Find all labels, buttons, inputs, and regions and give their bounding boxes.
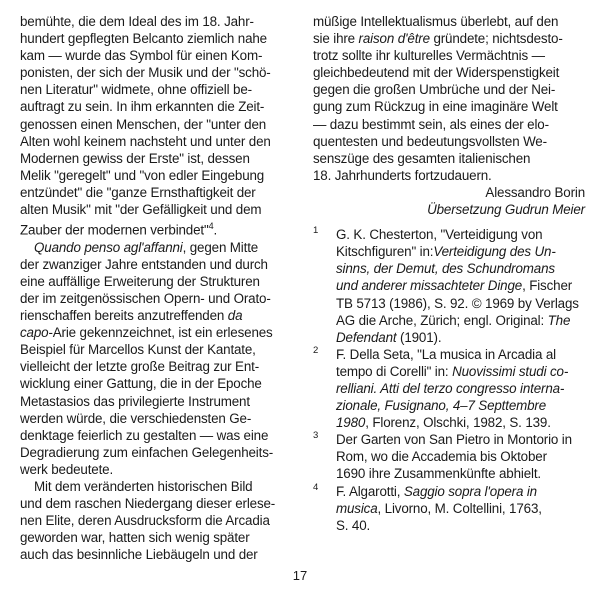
- italic-text: und anderer missachteter Dinge: [336, 278, 523, 294]
- text-run: gung zum Rückzug in eine imaginäre Welt: [313, 99, 558, 115]
- footnote: [313, 483, 585, 534]
- text-run: werden würde, die verschiedensten Ge-: [20, 410, 252, 426]
- text-line: [20, 358, 282, 375]
- text-line: [313, 116, 585, 133]
- text-line: [20, 201, 282, 218]
- text-line: [20, 167, 282, 184]
- text-line: [20, 393, 282, 410]
- text-run: -Arie gekennzeichnet, ist ein erlesenes: [48, 325, 273, 341]
- italic-text: zionale, Fusignano, 4–7 Septtembre: [336, 398, 547, 414]
- italic-text: musica: [336, 500, 378, 516]
- text-run: eine auffällige Erweiterung der Strukturen: [20, 273, 260, 289]
- text-run: wicklung einer Gattung, die in der Epoche: [20, 376, 262, 392]
- italic-text: 1980: [336, 415, 366, 431]
- footnote-line: [313, 277, 585, 294]
- text-run: gleichbedeutend mit der Widerspenstigkeit: [313, 65, 560, 81]
- italic-text: Nuovissimi studi co-: [452, 363, 569, 379]
- footnote-line: [313, 483, 585, 500]
- text-run: nen Elite, deren Ausdrucksform die Arcadia: [20, 513, 270, 529]
- text-line: [313, 150, 585, 167]
- footnote-ref: 4: [208, 221, 214, 232]
- text-run: rienschaffen bereits anzutreffenden: [20, 308, 228, 324]
- text-run: denktage feierlich zu gestalten — was eine: [20, 427, 269, 443]
- text-run: ponisten, der sich der Musik und der "schö-: [20, 65, 271, 81]
- text-run: sie ihre: [313, 31, 359, 47]
- right-text-column: [313, 13, 585, 534]
- translator-credit-text: Übersetzung Gudrun Meier: [427, 202, 585, 218]
- footnote-number: 1: [313, 225, 319, 237]
- text-line: [20, 150, 282, 167]
- translator-credit: [313, 201, 585, 218]
- italic-text: Defendant: [336, 329, 397, 345]
- text-line: [20, 239, 282, 256]
- text-run: auch das besinnliche Liebäugeln und der: [20, 547, 258, 563]
- text-line: [20, 81, 282, 98]
- text-line: [20, 512, 282, 529]
- text-line: [20, 184, 282, 201]
- text-line: [20, 273, 282, 290]
- text-run: tempo di Corelli" in:: [336, 363, 453, 379]
- text-run: entzündet" die "ganze Ernsthaftigkeit der: [20, 184, 256, 200]
- text-run: kam — wurde das Symbol für einen Kom-: [20, 48, 263, 64]
- text-run: — dazu bestimmt sein, als eines der elo-: [313, 116, 549, 132]
- text-line: [20, 47, 282, 64]
- italic-text: Quando penso agl'affanni: [34, 239, 183, 255]
- text-run: .: [213, 222, 218, 238]
- text-line: [20, 427, 282, 444]
- footnote: [313, 226, 585, 346]
- footnote-line: [313, 226, 585, 243]
- text-run: Kitschfiguren" in:: [336, 244, 434, 260]
- text-run: geworden war, hatten sich wenig später: [20, 530, 250, 546]
- text-run: genossen einen Menschen, der "unter den: [20, 116, 267, 132]
- text-run: quentesten und bedeutungsvollsten We-: [313, 133, 547, 149]
- footnote-line: [313, 243, 585, 260]
- text-line: [20, 529, 282, 546]
- text-run: S. 40.: [336, 517, 371, 533]
- text-line: [20, 290, 282, 307]
- text-line: [20, 546, 282, 563]
- text-line: [20, 444, 282, 461]
- text-run: hundert gepflegten Belcanto ziemlich nahe: [20, 31, 267, 47]
- text-line: [20, 64, 282, 81]
- text-line: [313, 98, 585, 115]
- italic-text: raison d'être: [358, 31, 430, 47]
- text-run: der zwanziger Jahre entstanden und durch: [20, 256, 268, 272]
- text-run: 18. Jahrhunderts fortzudauern.: [313, 167, 492, 183]
- italic-text: Saggio sopra l'opera in: [403, 483, 537, 499]
- text-line: [313, 64, 585, 81]
- text-line: [20, 478, 282, 495]
- text-run: Alten wohl keinem nachsteht und unter den: [20, 133, 271, 149]
- text-run: trotz sollte ihr kulturelles Vermächtnis —: [313, 48, 545, 64]
- footnote-line: [313, 380, 585, 397]
- footnotes: [313, 226, 585, 534]
- text-run: Metastasios das privilegierte Instrument: [20, 393, 250, 409]
- text-line: [20, 495, 282, 512]
- text-run: Modernen gewiss der Erste" ist, dessen: [20, 150, 250, 166]
- footnote-line: [313, 517, 585, 534]
- footnote-line: [313, 329, 585, 346]
- italic-text: da: [227, 308, 243, 324]
- page-number: 17: [292, 568, 308, 583]
- text-line: [20, 133, 282, 150]
- text-run: der im zeitgenössischen Opern- und Orato-: [20, 290, 271, 306]
- footnote-line: [313, 312, 585, 329]
- footnote-line: [313, 363, 585, 380]
- text-line: [313, 47, 585, 64]
- footnote-number: 4: [313, 481, 319, 493]
- text-run: , Livorno, M. Coltellini, 1763,: [377, 500, 542, 516]
- text-line: [20, 98, 282, 115]
- text-run: alten Musik" mit "der Gefälligkeit und dem: [20, 202, 262, 218]
- text-run: gründete; nichtsdesto-: [429, 31, 563, 47]
- text-run: vielleicht der letzte große Beitrag zur Ent-: [20, 359, 260, 375]
- text-run: 1690 ihre Zusammenkünfte abhielt.: [336, 466, 541, 482]
- text-run: müßige Intellektualismus überlebt, auf den: [313, 14, 559, 29]
- text-run: , Fischer: [522, 278, 573, 294]
- text-line: [313, 30, 585, 47]
- footnote-line: [313, 431, 585, 448]
- text-line: [20, 341, 282, 358]
- text-run: TB 5713 (1986), S. 92. © 1969 by Verlags: [336, 295, 579, 311]
- italic-text: The: [547, 312, 571, 328]
- text-line: [20, 218, 282, 239]
- text-line: [20, 324, 282, 341]
- footnote-line: [313, 260, 585, 277]
- text-run: nen Literatur" widmete, ohne offiziell be-: [20, 82, 252, 98]
- footnote: [313, 346, 585, 431]
- right-body-text: [313, 13, 585, 184]
- author-name: Alessandro Borin: [485, 184, 585, 200]
- footnote-line: [313, 295, 585, 312]
- text-run: G. K. Chesterton, "Verteidigung von: [336, 227, 543, 243]
- italic-text: Verteidigung des Un-: [433, 244, 556, 260]
- footnote: [313, 431, 585, 482]
- text-line: [20, 13, 282, 30]
- text-line: [20, 256, 282, 273]
- footnote-line: [313, 397, 585, 414]
- text-run: F. Algarotti,: [336, 483, 404, 499]
- footnote-line: [313, 500, 585, 517]
- text-run: und dem raschen Niedergang dieser erlese-: [20, 496, 276, 512]
- text-run: , Florenz, Olschki, 1982, S. 139.: [365, 415, 551, 431]
- text-line: [20, 410, 282, 427]
- text-run: AG die Arche, Zürich; engl. Original:: [336, 312, 548, 328]
- text-run: senszüge des gesamten italienischen: [313, 150, 531, 166]
- text-run: Mit dem veränderten historischen Bild: [34, 479, 253, 494]
- italic-text: relliani. Atti del terzo congresso interna-: [336, 380, 565, 396]
- text-run: Zauber der modernen verbindet": [20, 222, 209, 238]
- footnote-number: 2: [313, 344, 319, 356]
- text-line: [313, 167, 585, 184]
- text-line: [20, 116, 282, 133]
- text-run: Degradierung zum einfachen Gelegenheits-: [20, 444, 274, 460]
- text-run: gegen die großen Umbrüche und der Nei-: [313, 82, 556, 98]
- text-run: bemühte, die dem Ideal des im 18. Jahr-: [20, 14, 254, 29]
- text-run: Rom, wo die Accademia bis Oktober: [336, 449, 547, 465]
- text-run: F. Della Seta, "La musica in Arcadia al: [336, 346, 556, 362]
- text-run: (1901).: [396, 329, 442, 345]
- italic-text: sinns, der Demut, des Schundromans: [336, 261, 555, 277]
- text-line: [313, 13, 585, 30]
- footnote-number: 3: [313, 430, 319, 442]
- text-run: Beispiel für Marcellos Kunst der Kantate,: [20, 342, 256, 358]
- text-line: [20, 461, 282, 478]
- text-run: Melik "geregelt" und "von edler Eingebung: [20, 167, 265, 183]
- text-run: werk bedeutete.: [20, 461, 114, 477]
- text-line: [20, 375, 282, 392]
- text-line: [313, 81, 585, 98]
- left-text-column: [20, 13, 282, 563]
- text-run: auftragt zu sein. In ihm erkannten die Zeit-: [20, 99, 265, 115]
- text-line: [313, 133, 585, 150]
- italic-text: capo: [20, 325, 49, 341]
- footnote-line: [313, 465, 585, 482]
- footnote-line: [313, 414, 585, 431]
- text-run: , gegen Mitte: [182, 239, 259, 255]
- footnote-line: [313, 448, 585, 465]
- footnote-line: [313, 346, 585, 363]
- text-run: Der Garten von San Pietro in Montorio in: [336, 432, 572, 448]
- text-line: [20, 307, 282, 324]
- text-line: [20, 30, 282, 47]
